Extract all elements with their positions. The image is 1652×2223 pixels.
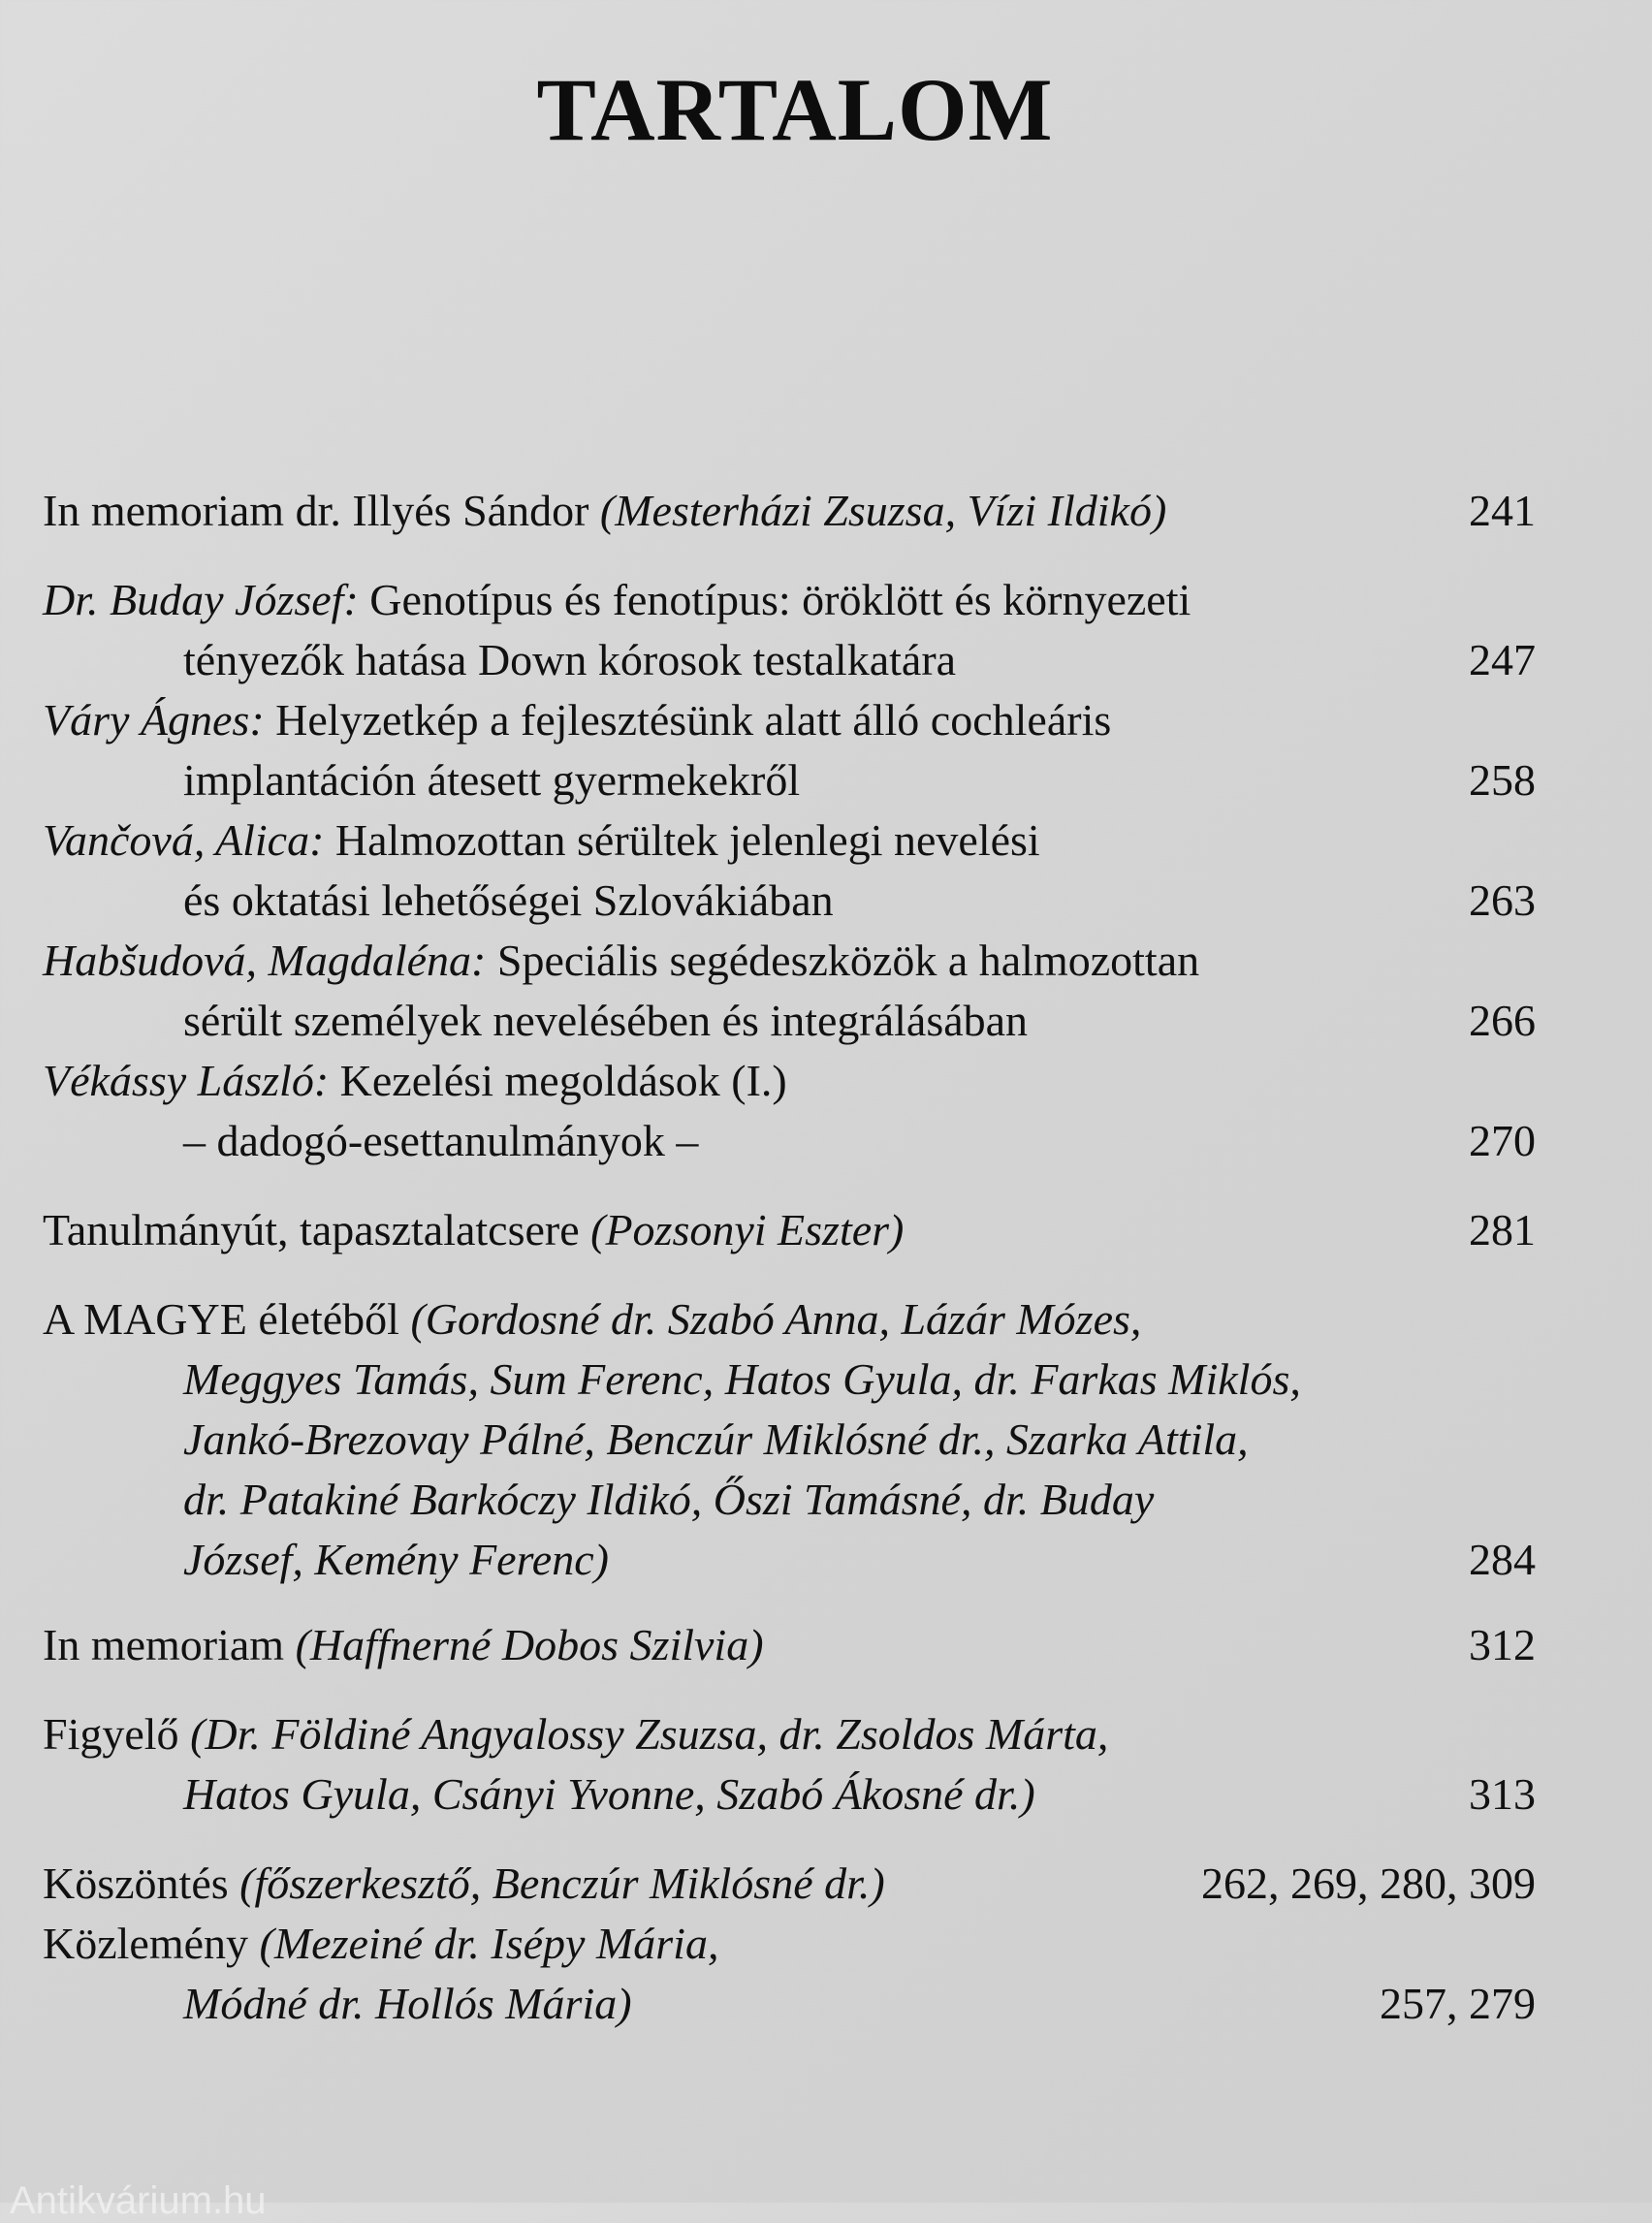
toc-entry-vary-line1 — [43, 690, 1536, 750]
toc-entry-vancova-line1 — [43, 810, 1536, 871]
entry-title: Közlemény — [43, 1919, 260, 1968]
toc-entry-tanulmanyut — [43, 1200, 1536, 1260]
entry-title-continued: sérült személyek nevelésében és integrálásában — [183, 996, 1029, 1045]
page-number: 241 — [1469, 486, 1536, 535]
page-numbers: 262, 269, 280, 309 — [1201, 1858, 1536, 1908]
toc-entry-magye-line4 — [43, 1470, 1536, 1530]
toc-entry-figyelo-line1 — [43, 1704, 1536, 1764]
toc-entry-kozlemeny-line2 — [43, 1974, 1536, 2034]
entry-authors-continued: dr. Patakiné Barkóczy Ildikó, Őszi Tamásné, dr. Buday — [183, 1475, 1155, 1524]
entry-title: In memoriam — [43, 1620, 296, 1669]
entry-subtitle: – dadogó-esettanulmányok – — [183, 1116, 699, 1165]
toc-entry-magye-line2 — [43, 1350, 1536, 1410]
entry-author: Habšudová, Magdaléna: — [43, 936, 487, 985]
toc-entry-vancova-line2 — [43, 871, 1536, 931]
page-number: 263 — [1469, 875, 1536, 925]
entry-author: Dr. Buday József: — [43, 575, 359, 624]
entry-title: Tanulmányút, tapasztalatcsere — [43, 1205, 591, 1254]
entry-title: Kezelési megoldások (I.) — [329, 1056, 787, 1105]
toc-entry-in-memoriam-illyes — [43, 481, 1536, 541]
entry-authors: (Haffnerné Dobos Szilvia) — [295, 1620, 764, 1669]
entry-title: Köszöntés — [43, 1858, 240, 1908]
toc-entry-vary-line2 — [43, 750, 1536, 810]
entry-authors: (Gordosné dr. Szabó Anna, Lázár Mózes, — [410, 1294, 1142, 1344]
page-numbers: 257, 279 — [1380, 1979, 1536, 2028]
page-number: 313 — [1469, 1769, 1536, 1819]
page-number: 284 — [1469, 1535, 1536, 1584]
toc-entry-habsudova-line1 — [43, 931, 1536, 991]
toc-entry-vekassy-line1 — [43, 1051, 1536, 1111]
toc-entry-kozlemeny-line1 — [43, 1914, 1536, 1974]
page-title: TARTALOM — [536, 60, 1054, 159]
page-number: 312 — [1469, 1620, 1536, 1669]
page-number: 258 — [1469, 755, 1536, 805]
entry-authors: (Dr. Földiné Angyalossy Zsuzsa, dr. Zsoldos Márta, — [190, 1709, 1109, 1759]
entry-author: Vékássy László: — [43, 1056, 330, 1105]
entry-title: A MAGYE életéből — [43, 1294, 411, 1344]
page-number: 247 — [1469, 635, 1536, 684]
toc-entry-magye-line3 — [43, 1410, 1536, 1470]
entry-title: In memoriam dr. Illyés Sándor — [43, 486, 600, 535]
toc-entry-magye-line5 — [43, 1530, 1536, 1590]
watermark: Antikvárium.hu — [10, 2179, 267, 2222]
toc-entry-in-memoriam-haffnerne — [43, 1615, 1536, 1675]
entry-authors-continued: Meggyes Tamás, Sum Ferenc, Hatos Gyula, dr. Farkas Miklós, — [183, 1354, 1301, 1404]
entry-title-continued: tényezők hatása Down kórosok testalkatára — [183, 635, 957, 684]
entry-title: Helyzetkép a fejlesztésünk alatt álló cochleáris — [264, 695, 1112, 745]
entry-author: Váry Ágnes: — [43, 695, 265, 745]
page-number: 270 — [1469, 1116, 1536, 1165]
entry-authors: (főszerkesztő, Benczúr Miklósné dr.) — [239, 1858, 885, 1908]
toc-entry-buday-line2 — [43, 630, 1536, 690]
entry-title-continued: és oktatási lehetőségei Szlovákiában — [183, 875, 834, 925]
entry-authors: (Pozsonyi Eszter) — [590, 1205, 905, 1254]
entry-title: Speciális segédeszközök a halmozottan — [486, 936, 1200, 985]
entry-authors: (Mesterházi Zsuzsa, Vízi Ildikó) — [599, 486, 1167, 535]
page-number: 266 — [1469, 996, 1536, 1045]
toc-entry-magye-line1 — [43, 1289, 1536, 1350]
entry-authors-continued: Módné dr. Hollós Mária) — [183, 1979, 632, 2028]
table-of-contents — [43, 481, 1536, 2034]
entry-authors: (Mezeiné dr. Isépy Mária, — [259, 1919, 719, 1968]
toc-entry-figyelo-line2 — [43, 1764, 1536, 1825]
page-number: 281 — [1469, 1205, 1536, 1254]
toc-entry-vekassy-line2 — [43, 1111, 1536, 1171]
entry-author: Vančová, Alica: — [43, 815, 325, 865]
entry-authors-continued: Hatos Gyula, Csányi Yvonne, Szabó Ákosné dr.) — [183, 1769, 1035, 1819]
entry-title: Genotípus és fenotípus: öröklött és környezeti — [358, 575, 1191, 624]
toc-entry-habsudova-line2 — [43, 991, 1536, 1051]
entry-authors-continued: József, Kemény Ferenc) — [183, 1535, 609, 1584]
toc-entry-buday-line1 — [43, 570, 1536, 630]
entry-title: Halmozottan sérültek jelenlegi nevelési — [324, 815, 1040, 865]
entry-title: Figyelő — [43, 1709, 191, 1759]
toc-entry-koszontes — [43, 1854, 1536, 1914]
entry-title-continued: implantáción átesett gyermekekről — [183, 755, 801, 805]
entry-authors-continued: Jankó-Brezovay Pálné, Benczúr Miklósné dr., Szarka Attila, — [183, 1414, 1249, 1464]
